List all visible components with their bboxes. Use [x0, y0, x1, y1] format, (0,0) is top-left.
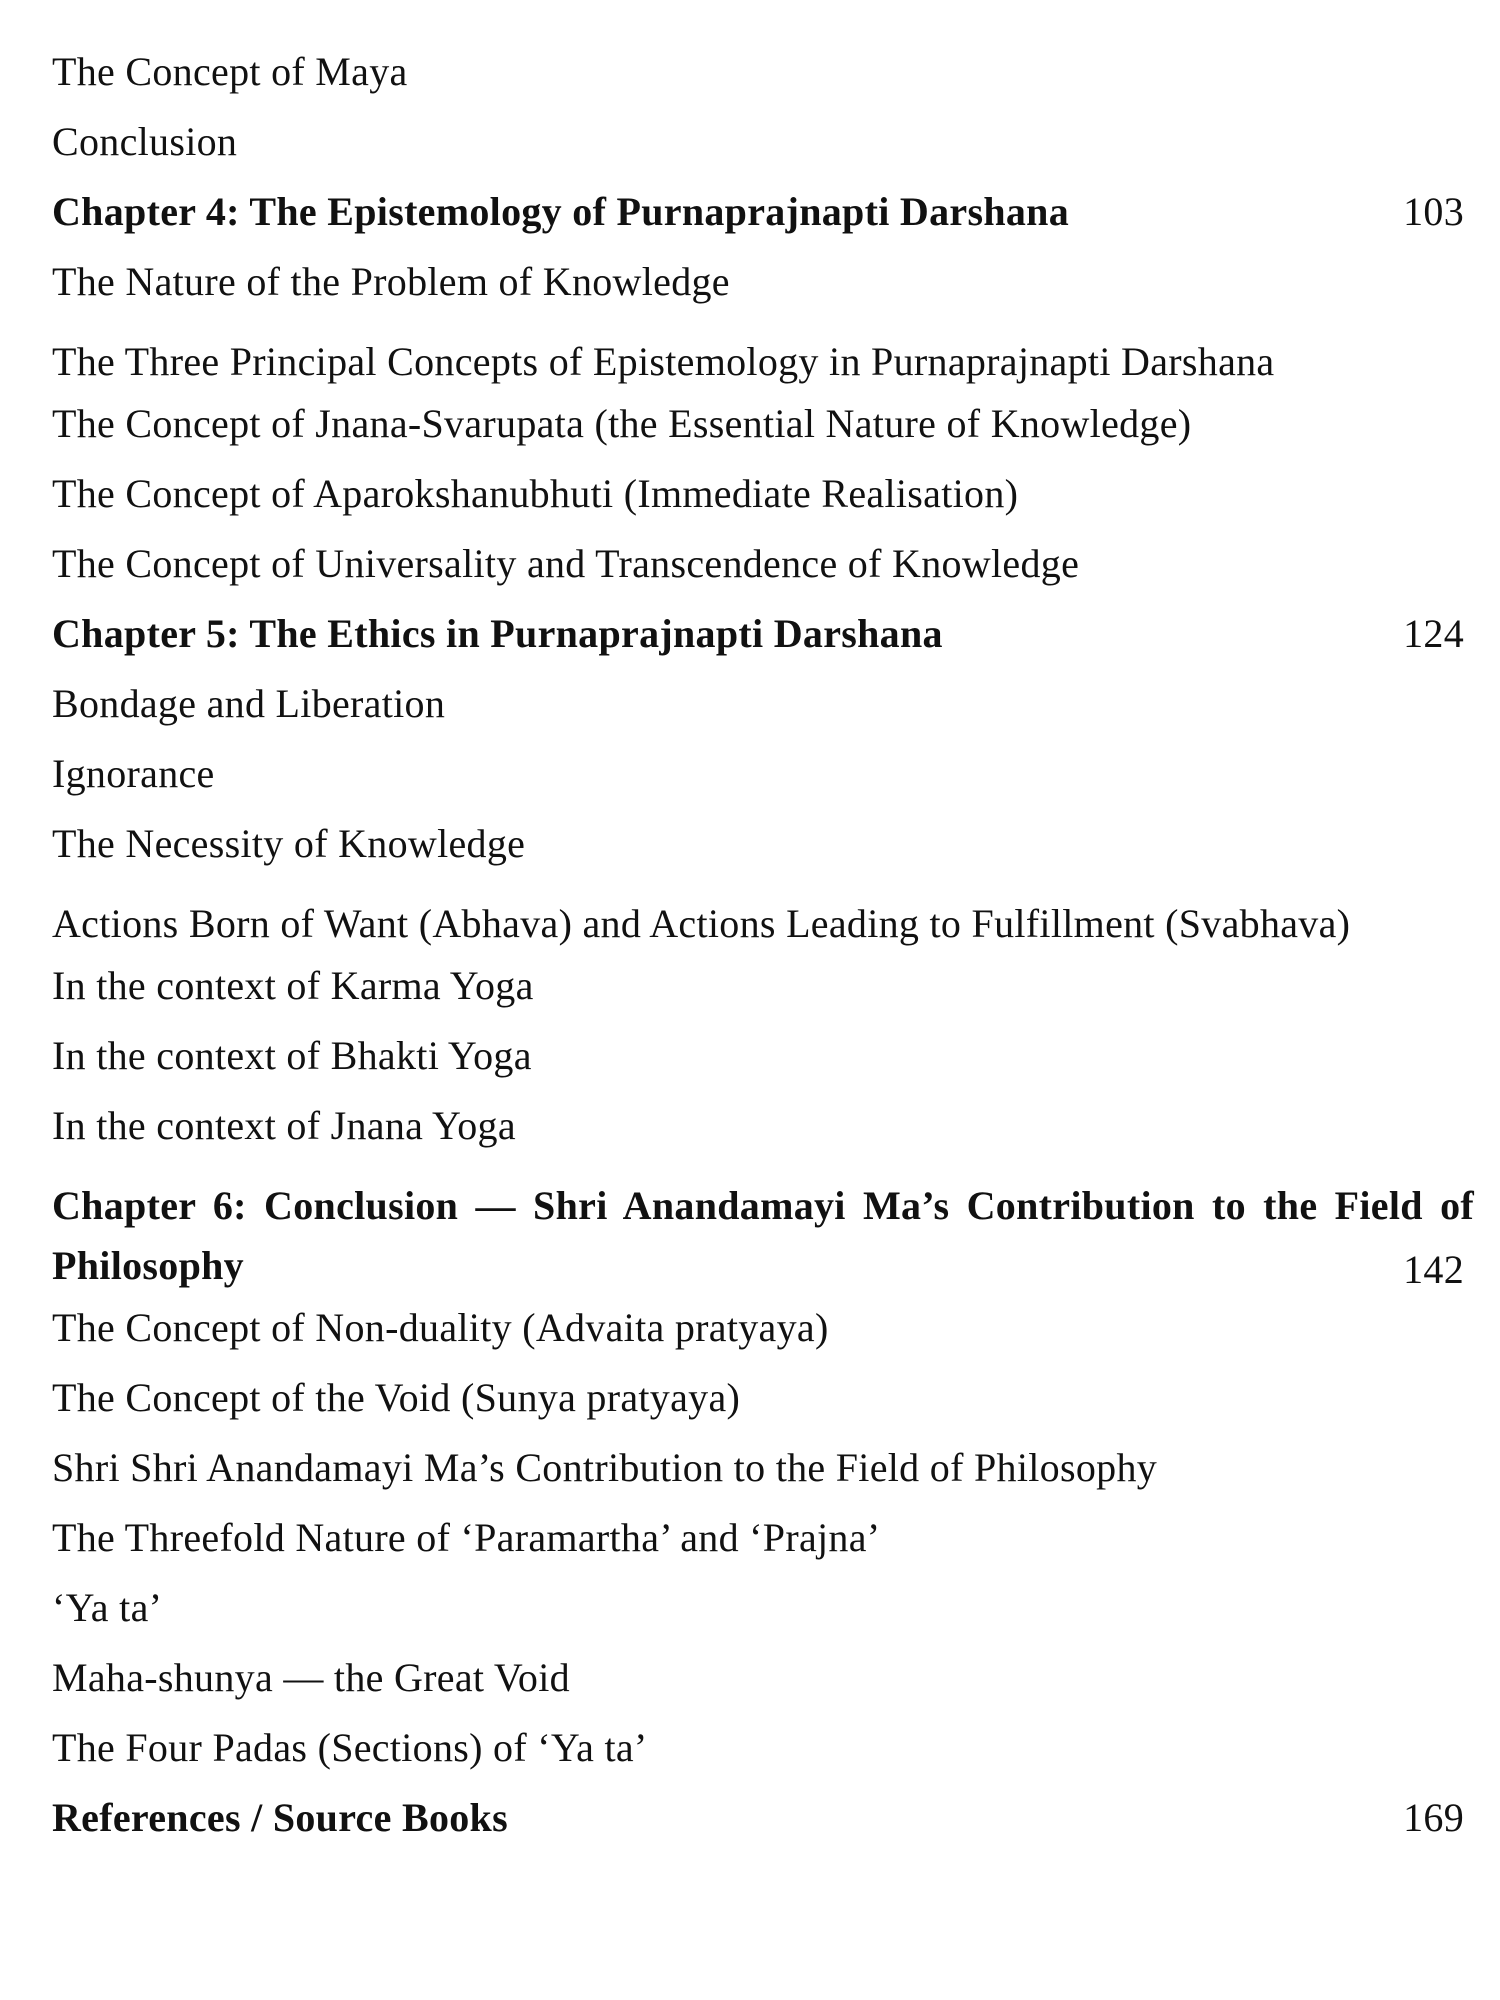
toc-chapter-title: Chapter 4: The Epistemology of Purnaprajnapti Darshana — [52, 189, 1070, 234]
toc-chapter-5 — [52, 611, 1474, 672]
toc-chapter-title: References / Source Books — [52, 1795, 508, 1840]
toc-entry — [52, 332, 1474, 392]
toc-entry-title: The Three Principal Concepts of Epistemology in Purnaprajnapti Darshana — [52, 339, 1275, 384]
toc-chapter-title: Chapter 5: The Ethics in Purnaprajnapti Darshana — [52, 611, 943, 656]
toc-entry-title: In the context of Jnana Yoga — [52, 1103, 516, 1148]
toc-page-number: 169 — [1403, 1795, 1464, 1840]
toc-entry — [52, 681, 1474, 742]
toc-chapter-6 — [52, 1176, 1474, 1296]
toc-entry — [52, 1375, 1474, 1436]
toc-entry — [52, 1103, 1474, 1164]
toc-entry — [52, 119, 1474, 180]
toc-entry-title: The Necessity of Knowledge — [52, 821, 526, 866]
toc-entry-title: The Concept of Non-duality (Advaita pratyaya) — [52, 1305, 829, 1350]
toc-entry-title: The Concept of Maya — [52, 49, 408, 94]
toc-page-number: 103 — [1403, 189, 1464, 234]
toc-entry-title: Conclusion — [52, 119, 238, 164]
toc-entry — [52, 751, 1474, 812]
toc-entry — [52, 541, 1474, 602]
toc-entry — [52, 1725, 1474, 1786]
toc-entry — [52, 401, 1474, 462]
toc-entry — [52, 1655, 1474, 1716]
toc-entry-title: Bondage and Liberation — [52, 681, 446, 726]
toc-entry — [52, 894, 1474, 954]
toc-entry — [52, 1305, 1474, 1366]
toc-entry — [52, 963, 1474, 1024]
toc-entry — [52, 1585, 1474, 1646]
toc-entry-title: Maha-shunya — the Great Void — [52, 1655, 570, 1700]
toc-entry-title: The Concept of the Void (Sunya pratyaya) — [52, 1375, 741, 1420]
toc-entry — [52, 259, 1474, 320]
toc-entry-title: The Nature of the Problem of Knowledge — [52, 259, 730, 304]
toc-entry-title: The Threefold Nature of ‘Paramartha’ and ‘Prajna’ — [52, 1515, 881, 1560]
toc-chapter-4 — [52, 189, 1474, 250]
toc-entry-title: In the context of Bhakti Yoga — [52, 1033, 532, 1078]
toc-page-number: 124 — [1403, 611, 1464, 656]
toc-entry-title: Actions Born of Want (Abhava) and Actions Leading to Fulfillment (Svabhava) — [52, 901, 1351, 946]
toc-entry-title: The Concept of Jnana-Svarupata (the Essential Nature of Knowledge) — [52, 401, 1192, 446]
toc-entry — [52, 1033, 1474, 1094]
toc-entry-title: In the context of Karma Yoga — [52, 963, 534, 1008]
toc-entry-title: The Four Padas (Sections) of ‘Ya ta’ — [52, 1725, 648, 1770]
toc-entry — [52, 1445, 1474, 1506]
toc-entry-title: Shri Shri Anandamayi Ma’s Contribution to the Field of Philosophy — [52, 1445, 1158, 1490]
toc-chapter-title: Chapter 6: Conclusion — Shri Anandamayi Ma’s Contribution to the Field of Philosophy — [52, 1183, 1474, 1288]
toc-entry-title: The Concept of Aparokshanubhuti (Immediate Realisation) — [52, 471, 1019, 516]
table-of-contents — [52, 49, 1474, 1868]
toc-entry-title: The Concept of Universality and Transcendence of Knowledge — [52, 541, 1080, 586]
toc-entry — [52, 49, 1474, 110]
toc-entry-title: Ignorance — [52, 751, 215, 796]
toc-entry-title: ‘Ya ta’ — [52, 1585, 163, 1630]
toc-references — [52, 1795, 1474, 1856]
toc-page-number: 142 — [1403, 1247, 1464, 1292]
toc-entry — [52, 821, 1474, 882]
toc-entry — [52, 471, 1474, 532]
toc-entry — [52, 1515, 1474, 1576]
